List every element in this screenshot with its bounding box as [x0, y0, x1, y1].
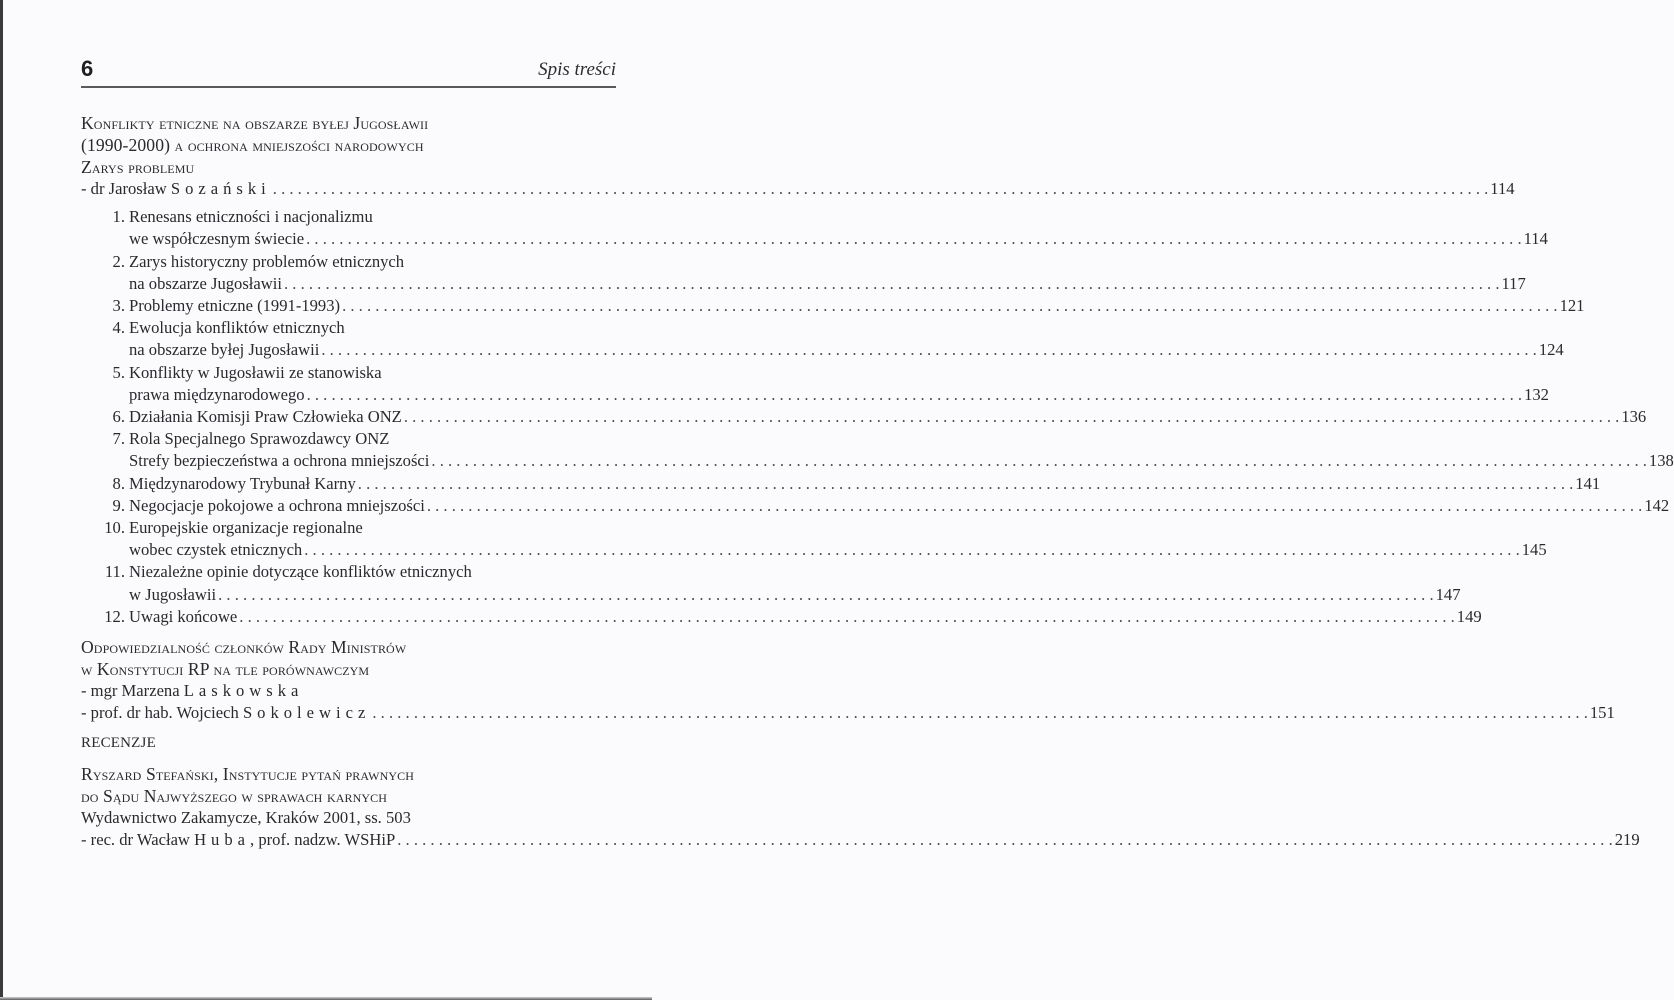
toc-entry-author[interactable]	[81, 702, 1615, 724]
toc-chapter-entry[interactable]	[81, 561, 1461, 605]
page-ref: 117	[1501, 273, 1526, 293]
toc-article	[81, 112, 1674, 628]
chapter-number: 3.	[112, 296, 125, 316]
toc-chapter-entry[interactable]	[81, 495, 1670, 517]
section-title: Spis treści	[538, 59, 616, 80]
chapter-title-line: Europejskie organizacje regionalne	[129, 518, 363, 538]
toc-chapter-entry[interactable]	[81, 406, 1647, 428]
reviews-section	[81, 732, 1640, 851]
chapter-title-line: Uwagi końcowe . . . 149	[129, 606, 1482, 628]
dot-leader	[273, 178, 1489, 200]
article-title-line: Zarys problemu	[81, 157, 195, 177]
review-publication: Wydawnictwo Zakamycze, Kraków 2001, ss. 503	[81, 807, 411, 827]
toc-chapter-entry[interactable]	[81, 295, 1585, 317]
reviews-heading: RECENZJE	[81, 735, 156, 752]
chapter-title-line: we współczesnym świecie . . . 114	[129, 228, 1548, 250]
chapter-number: 6.	[112, 407, 125, 427]
chapter-title-line: Działania Komisji Praw Człowieka ONZ . . . 136	[129, 406, 1646, 428]
chapter-title-line: Międzynarodowy Trybunał Karny . . . 141	[129, 473, 1600, 495]
dot-leader	[307, 384, 1523, 406]
page-number: 6	[81, 56, 94, 81]
dot-leader	[358, 473, 1574, 495]
article-title-line: w Konstytucji RP na tle porównawczym	[81, 659, 370, 680]
page-ref: 145	[1521, 540, 1547, 560]
article-title-line: Odpowiedzialność członków Rady Ministrów	[81, 637, 407, 658]
article-title-line: (1990-2000) a ochrona mniejszości narodowych	[81, 135, 424, 155]
dot-leader	[431, 450, 1647, 472]
page-ref: 136	[1621, 407, 1647, 427]
dot-leader	[404, 406, 1620, 428]
chapter-number: 1.	[112, 207, 125, 227]
chapter-number: 11.	[104, 562, 125, 582]
toc-chapter-entry[interactable]	[81, 317, 1564, 361]
toc-entry-author[interactable]	[81, 178, 1515, 200]
toc-chapter-entry[interactable]	[81, 362, 1549, 406]
dot-leader	[304, 539, 1520, 561]
page-ref: 142	[1644, 495, 1670, 515]
chapter-list	[81, 206, 1674, 628]
author-prefix: - mgr Marzena	[81, 681, 184, 701]
chapter-title-line: wobec czystek etnicznych . . . 145	[129, 539, 1547, 561]
dot-leader	[218, 584, 1434, 606]
table-of-contents	[81, 112, 1674, 851]
toc-chapter-entry[interactable]	[81, 473, 1601, 495]
toc-chapter-entry[interactable]	[81, 606, 1482, 628]
dot-leader	[342, 295, 1558, 317]
reviewer-surname: Huba	[194, 829, 251, 849]
page-ref: 149	[1456, 606, 1482, 626]
chapter-title-line: Problemy etniczne (1991-1993) . . . 121	[129, 295, 1584, 317]
page-binding-edge	[0, 0, 3, 1000]
reviewer-prefix: - rec. dr Wacław	[81, 829, 195, 849]
page-ref: 151	[1589, 703, 1615, 723]
page-ref: 114	[1490, 179, 1515, 198]
chapter-title-line: na obszarze byłej Jugosławii . . . 124	[129, 339, 1564, 361]
author-surname: Laskowska	[183, 681, 304, 701]
chapter-number: 5.	[112, 362, 125, 382]
page-ref: 141	[1575, 473, 1601, 493]
chapter-title-line: Ewolucja konfliktów etnicznych	[129, 318, 345, 338]
chapter-number: 2.	[112, 251, 125, 271]
toc-chapter-entry[interactable]	[81, 517, 1547, 561]
chapter-title-line: Niezależne opinie dotyczące konfliktów etnicznych	[129, 562, 472, 582]
page-ref: 147	[1435, 584, 1461, 604]
chapter-title-line: Konflikty w Jugosławii ze stanowiska	[129, 362, 382, 382]
chapter-number: 8.	[112, 473, 125, 493]
page-ref: 138	[1648, 451, 1674, 471]
author-surname: Sokolewicz	[242, 703, 371, 723]
dot-leader	[372, 702, 1588, 724]
chapter-title-line: prawa międzynarodowego . . . 132	[129, 384, 1549, 406]
page-ref: 219	[1614, 829, 1640, 849]
review-title-line: Ryszard Stefański, Instytucje pytań prawnych	[81, 763, 414, 784]
page-ref: 114	[1523, 229, 1548, 249]
dot-leader	[284, 273, 1500, 295]
chapter-title-line: na obszarze Jugosławii . . . 117	[129, 273, 1526, 295]
toc-entry-author	[81, 680, 616, 702]
toc-chapter-entry[interactable]	[81, 428, 1674, 472]
review-title-line: do Sądu Najwyższego w sprawach karnych	[81, 785, 387, 806]
chapter-title-line: Rola Specjalnego Sprawozdawcy ONZ	[129, 429, 390, 449]
dot-leader	[306, 228, 1522, 250]
toc-article	[81, 636, 1615, 724]
chapter-title-line: w Jugosławii . . . 147	[129, 584, 1461, 606]
toc-chapter-entry[interactable]	[81, 251, 1526, 295]
dot-leader	[321, 339, 1537, 361]
reviewer-suffix: , prof. nadzw. WSHiP	[250, 829, 396, 849]
dot-leader	[397, 829, 1613, 851]
page-ref: 132	[1524, 384, 1549, 404]
page-ref: 121	[1559, 296, 1585, 316]
author-prefix: - dr Jarosław	[81, 179, 171, 198]
toc-entry-review[interactable]	[81, 829, 1640, 851]
chapter-number: 10.	[104, 518, 125, 538]
dot-leader	[427, 495, 1643, 517]
dot-leader	[239, 606, 1455, 628]
chapter-number: 12.	[104, 606, 125, 626]
chapter-title-line: Strefy bezpieczeństwa a ochrona mniejszości . . . 138	[129, 450, 1674, 472]
author-surname: Sozański	[170, 179, 271, 198]
chapter-number: 4.	[112, 318, 125, 338]
chapter-number: 9.	[112, 495, 125, 515]
chapter-title-line: Renesans etniczności i nacjonalizmu	[129, 207, 373, 227]
toc-chapter-entry[interactable]	[81, 206, 1548, 250]
page-ref: 124	[1538, 340, 1564, 360]
header-rule	[81, 86, 616, 88]
chapter-title-line: Zarys historyczny problemów etnicznych	[129, 251, 405, 271]
running-head	[81, 56, 616, 86]
author-prefix: - prof. dr hab. Wojciech	[81, 703, 243, 723]
chapter-number: 7.	[112, 429, 125, 449]
chapter-title-line: Negocjacje pokojowe a ochrona mniejszości . . . 142	[129, 495, 1669, 517]
article-title-line: Konflikty etniczne na obszarze byłej Jugosławii	[81, 113, 429, 133]
